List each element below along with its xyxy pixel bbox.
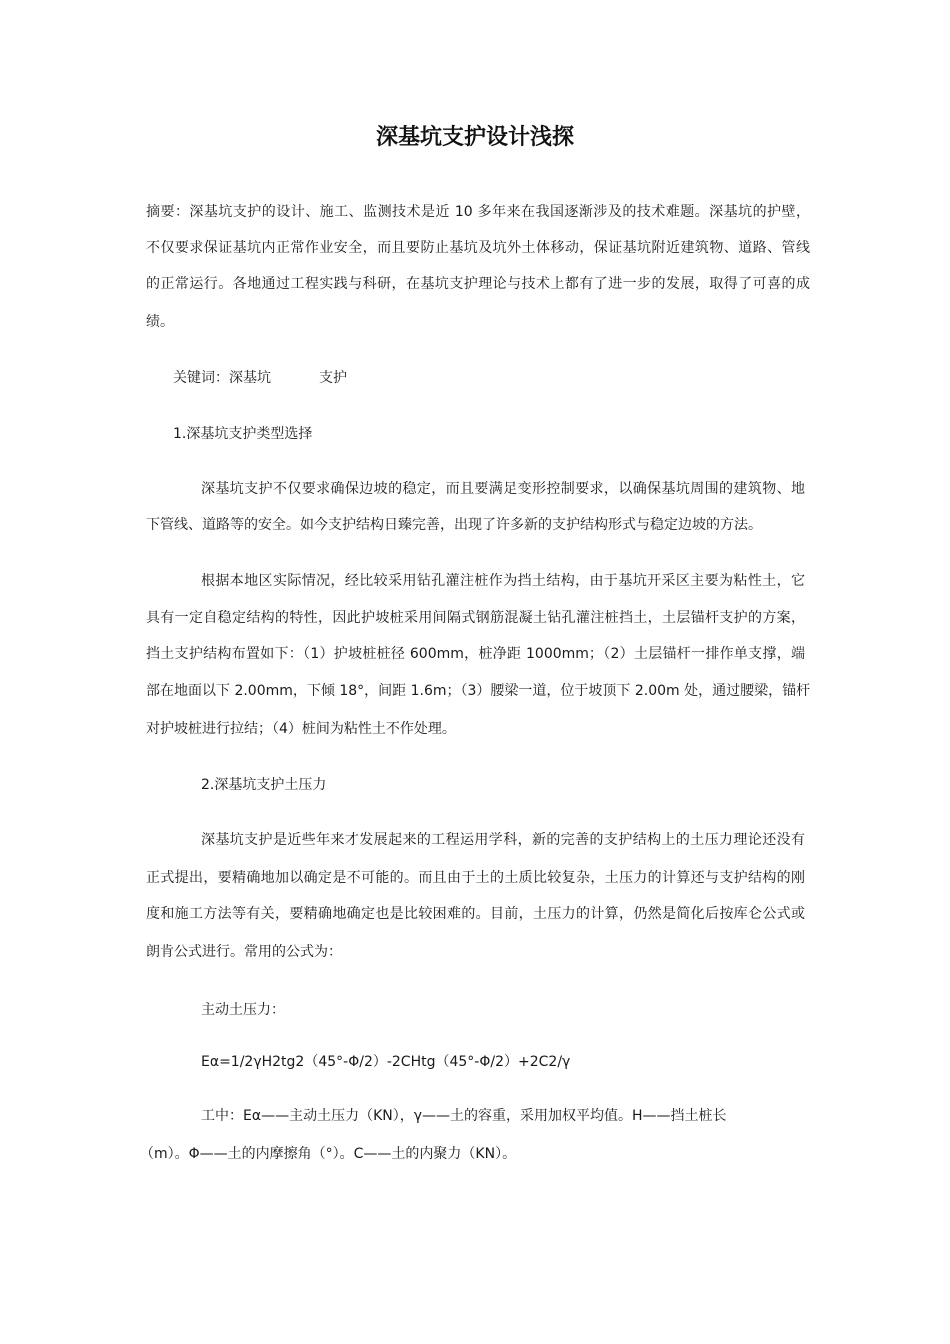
paragraph-line: 根据本地区实际情况，经比较采用钻孔灌注桩作为挡土结构，由于基坑开采区主要为粘性土，它 xyxy=(201,573,805,589)
paragraph-line: 深基坑支护不仅要求确保边坡的稳定，而且要满足变形控制要求，以确保基坑周围的建筑物、地 xyxy=(201,481,805,497)
paragraph-line: 朗肯公式进行。常用的公式为： xyxy=(146,944,342,960)
abstract-line: 的正常运行。各地通过工程实践与科研，在基坑支护理论与技术上都有了进一步的发展，取得了可喜的成 xyxy=(146,276,810,292)
section-heading: 2.深基坑支护土压力 xyxy=(201,777,327,793)
formula-note-line: （m）。Φ——土的内摩擦角（°）。C——土的内聚力（KN）。 xyxy=(140,1146,517,1162)
paragraph-line: 对护坡桩进行拉结；（4）桩间为粘性土不作处理。 xyxy=(146,721,456,737)
formula: Eα=1/2γH2tg2（45°-Φ/2）-2CHtg（45°-Φ/2）+2C2/γ xyxy=(201,1054,571,1070)
paragraph-line: 部在地面以下 2.00mm，下倾 18°，间距 1.6m；（3）腰梁一道，位于坡顶下 2.00m 处，通过腰梁，锚杆 xyxy=(146,683,811,699)
document-title: 深基坑支护设计浅探 xyxy=(375,124,574,150)
paragraph-line: 正式提出，要精确地加以确定是不可能的。而且由于土的土质比较复杂，土压力的计算还与支护结构的刚 xyxy=(146,870,805,886)
abstract-line: 绩。 xyxy=(146,314,174,330)
formula-note-line: 工中：Eα——主动土压力（KN），γ——土的容重，采用加权平均值。H——挡土桩长 xyxy=(201,1108,727,1124)
abstract-line: 不仅要求保证基坑内正常作业安全，而且要防止基坑及坑外土体移动，保证基坑附近建筑物、道路、管线 xyxy=(146,240,810,256)
paragraph-line: 挡土支护结构布置如下：（1）护坡桩桩径 600mm，桩净距 1000mm；（2）土层锚杆一排作单支撑，端 xyxy=(146,646,805,662)
paragraph-line: 下管线、道路等的安全。如今支护结构日臻完善，出现了许多新的支护结构形式与稳定边坡的方法。 xyxy=(146,517,762,533)
keywords xyxy=(173,368,837,388)
keyword-item: 支护 xyxy=(319,370,347,386)
keywords-label: 关键词： xyxy=(173,370,229,386)
active-pressure-label: 主动土压力： xyxy=(201,1002,285,1018)
abstract-line: 摘要：深基坑支护的设计、施工、监测技术是近 10 多年来在我国逐渐涉及的技术难题。深基坑的护壁， xyxy=(146,204,810,220)
keyword-item: 深基坑 xyxy=(229,370,271,386)
paragraph-line: 度和施工方法等有关，要精确地确定也是比较困难的。目前，土压力的计算，仍然是简化后按库仑公式或 xyxy=(146,906,805,922)
paragraph-line: 具有一定自稳定结构的特性，因此护坡桩采用间隔式钢筋混凝土钻孔灌注桩挡土，土层锚杆支护的方案， xyxy=(146,610,805,626)
paragraph-line: 深基坑支护是近些年来才发展起来的工程运用学科，新的完善的支护结构上的土压力理论还没有 xyxy=(201,832,805,848)
section-heading: 1.深基坑支护类型选择 xyxy=(173,426,313,442)
